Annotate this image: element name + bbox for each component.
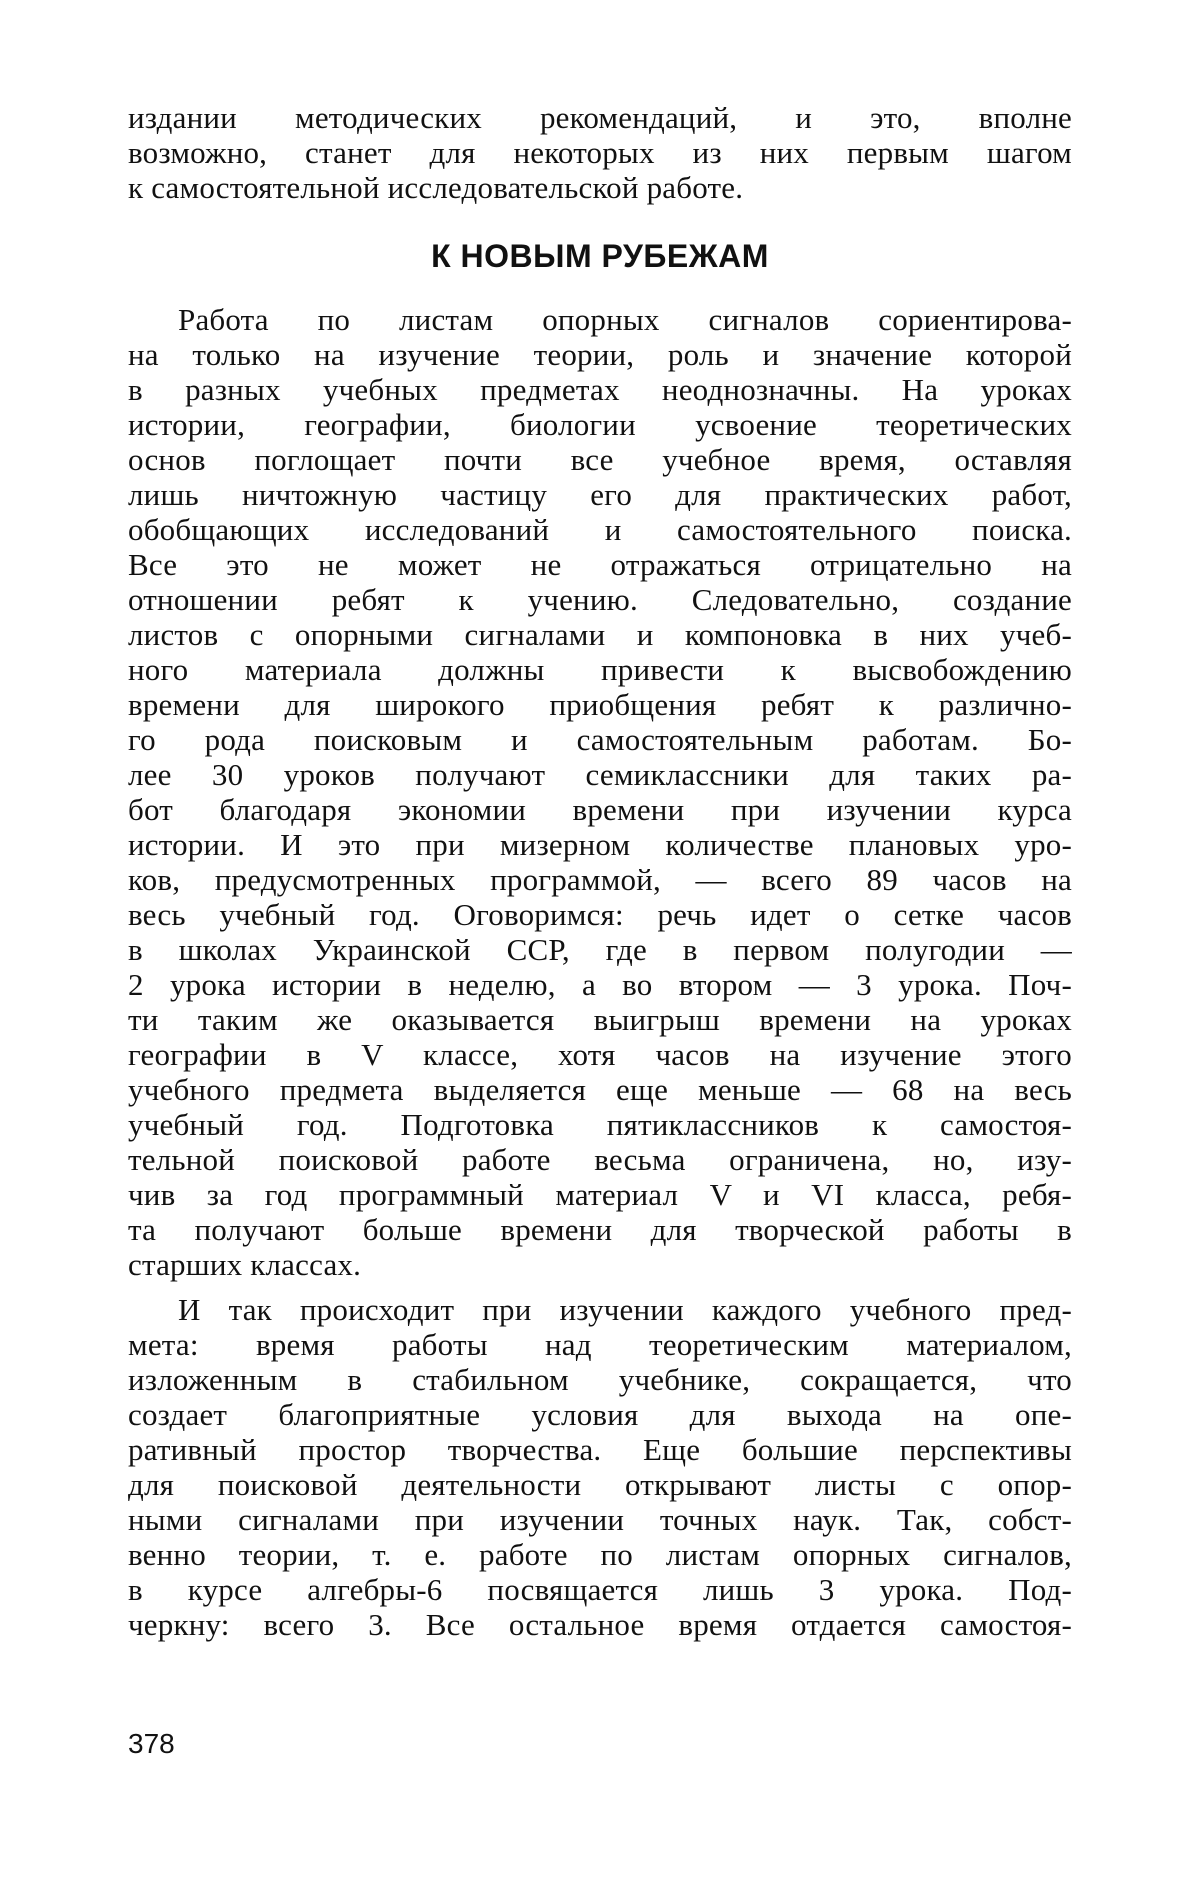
text-line: географии в V классе, хотя часов на изучение этого [128, 1037, 1072, 1072]
text-line: венно теории, т. е. работе по листам опорных сигналов, [128, 1537, 1072, 1572]
section-title: К НОВЫМ РУБЕЖАМ [431, 238, 769, 274]
text-line: отношении ребят к учению. Следовательно, создание [128, 582, 1072, 617]
text-line: ного материала должны привести к высвобождению [128, 652, 1072, 687]
text-line: издании методических рекомендаций, и это, вполне [128, 100, 1072, 135]
text-line: чив за год программный материал V и VI класса, ребя- [128, 1177, 1072, 1212]
text-line: черкну: всего 3. Все остальное время отдается самостоя- [128, 1607, 1072, 1642]
text-line: времени для широкого приобщения ребят к различно- [128, 687, 1072, 722]
text-line: на только на изучение теории, роль и значение которой [128, 337, 1072, 372]
text-line: ративный простор творчества. Еще большие перспективы [128, 1432, 1072, 1467]
text-line: в разных учебных предметах неоднозначны. На уроках [128, 372, 1072, 407]
text-line: Все это не может не отражаться отрицательно на [128, 547, 1072, 582]
text-line: весь учебный год. Оговоримся: речь идет о сетке часов [128, 897, 1072, 932]
text-line: ти таким же оказывается выигрыш времени на уроках [128, 1002, 1072, 1037]
text-line: мета: время работы над теоретическим материалом, [128, 1327, 1072, 1362]
text-line: истории. И это при мизерном количестве плановых уро- [128, 827, 1072, 862]
text-line: лее 30 уроков получают семиклассники для таких ра- [128, 757, 1072, 792]
text-line: И так происходит при изучении каждого учебного пред- [178, 1292, 1072, 1327]
text-line: в школах Украинской ССР, где в первом полугодии — [128, 932, 1072, 967]
text-line: обобщающих исследований и самостоятельного поиска. [128, 512, 1072, 547]
text-line: ков, предусмотренных программой, — всего 89 часов на [128, 862, 1072, 897]
text-line: тельной поисковой работе весьма ограничена, но, изу- [128, 1142, 1072, 1177]
text-line: для поисковой деятельности открывают листы с опор- [128, 1467, 1072, 1502]
page-number: 378 [128, 1728, 175, 1759]
text-line: создает благоприятные условия для выхода на опе- [128, 1397, 1072, 1432]
text-line: возможно, станет для некоторых из них первым шагом [128, 135, 1072, 170]
text-line: основ поглощает почти все учебное время, оставляя [128, 442, 1072, 477]
text-line: бот благодаря экономии времени при изучении курса [128, 792, 1072, 827]
text-line: Работа по листам опорных сигналов сориентирова- [178, 302, 1072, 337]
text-line: го рода поисковым и самостоятельным работам. Бо- [128, 722, 1072, 757]
text-line: ными сигналами при изучении точных наук. Так, собст- [128, 1502, 1072, 1537]
text-line: учебного предмета выделяется еще меньше — 68 на весь [128, 1072, 1072, 1107]
text-line: изложенным в стабильном учебнике, сокращается, что [128, 1362, 1072, 1397]
text-line: к самостоятельной исследовательской работе. [128, 170, 744, 205]
text-line: учебный год. Подготовка пятиклассников к самостоя- [128, 1107, 1072, 1142]
text-line: листов с опорными сигналами и компоновка в них учеб- [128, 617, 1072, 652]
text-line: та получают больше времени для творческой работы в [128, 1212, 1072, 1247]
text-line: 2 урока истории в неделю, а во втором — 3 урока. Поч- [128, 967, 1072, 1002]
text-line: старших классах. [128, 1247, 362, 1282]
text-line: лишь ничтожную частицу его для практических работ, [128, 477, 1072, 512]
text-line: в курсе алгебры-6 посвящается лишь 3 урока. Под- [128, 1572, 1072, 1607]
text-line: истории, географии, биологии усвоение теоретических [128, 407, 1072, 442]
